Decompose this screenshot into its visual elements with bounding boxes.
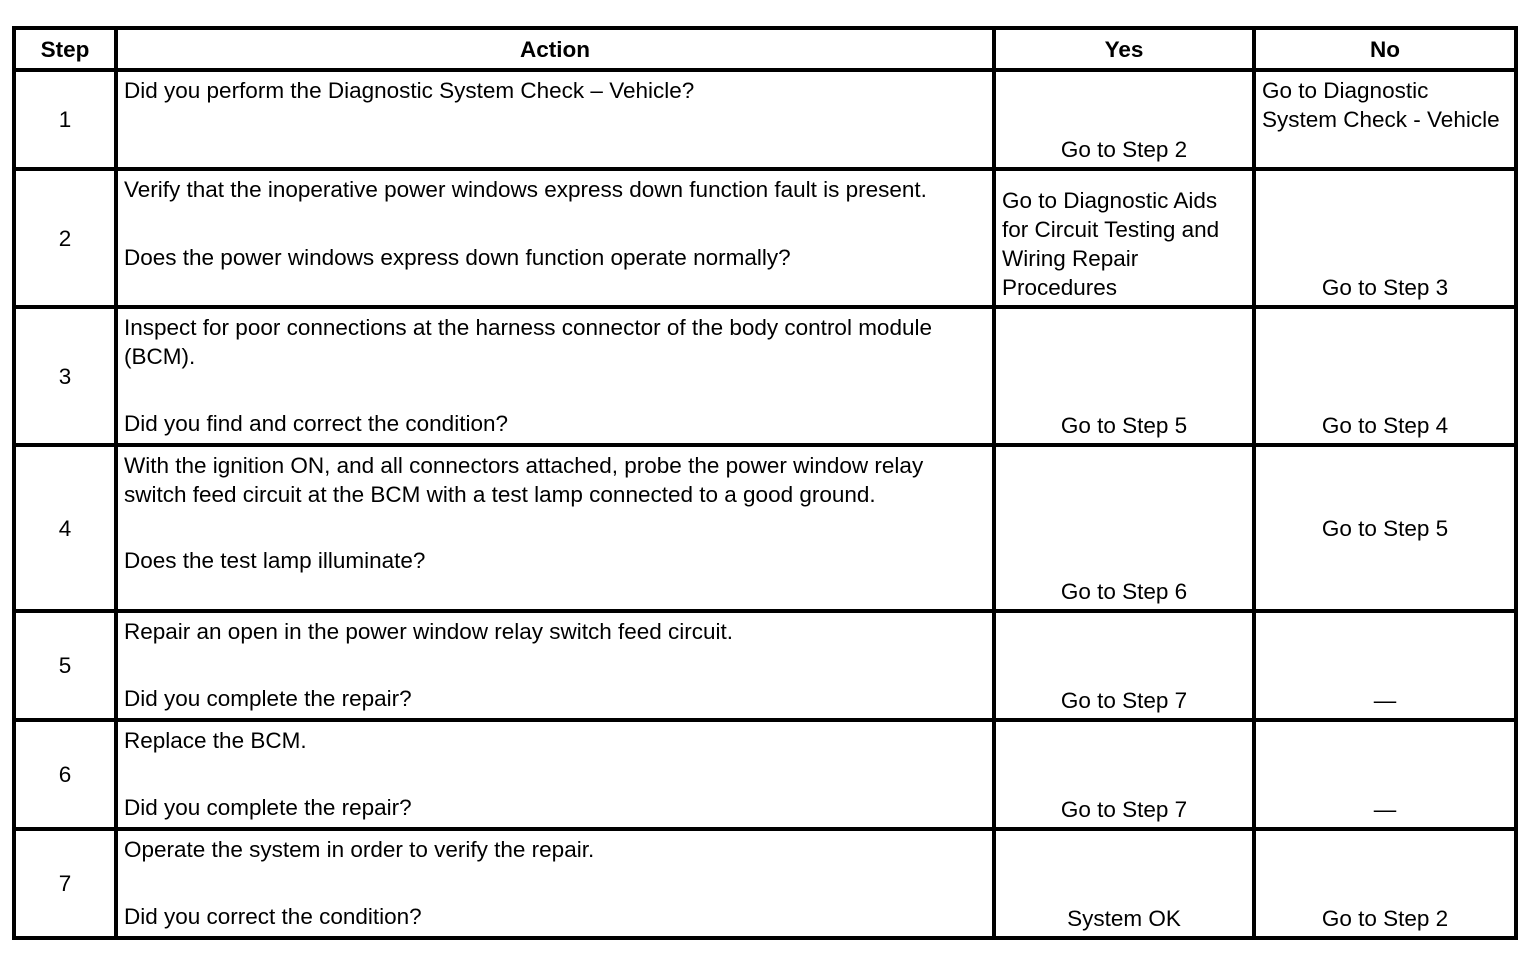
table-row [14, 169, 1516, 307]
action-instruction: Inspect for poor connections at the harness connector of the body control module (BCM). [124, 315, 932, 369]
action-question: Did you perform the Diagnostic System Check – Vehicle? [124, 78, 695, 103]
step-number: 2 [14, 169, 116, 307]
action-cell [116, 169, 994, 307]
table-row [14, 720, 1516, 829]
table-row [14, 829, 1516, 938]
header-yes: Yes [994, 28, 1254, 70]
no-cell: Go to Step 3 [1254, 169, 1516, 307]
action-cell [116, 720, 994, 829]
no-cell: — [1254, 611, 1516, 720]
step-number: 3 [14, 307, 116, 445]
header-step: Step [14, 28, 116, 70]
action-question: Does the test lamp illuminate? [124, 548, 426, 573]
action-instruction: Replace the BCM. [124, 728, 307, 753]
action-instruction: Verify that the inoperative power windows express down function fault is present. [124, 177, 927, 202]
action-instruction: Repair an open in the power window relay switch feed circuit. [124, 619, 734, 644]
no-cell: Go to Step 2 [1254, 829, 1516, 938]
table-row [14, 611, 1516, 720]
action-question: Did you find and correct the condition? [124, 411, 508, 436]
header-action: Action [116, 28, 994, 70]
yes-cell: Go to Step 6 [994, 445, 1254, 611]
no-cell: — [1254, 720, 1516, 829]
step-number: 5 [14, 611, 116, 720]
action-instruction: With the ignition ON, and all connectors attached, probe the power window relay switch feed circuit at the BCM with a test lamp connected to a good ground. [124, 453, 924, 507]
action-question: Did you correct the condition? [124, 904, 422, 929]
table-row [14, 70, 1516, 169]
yes-cell: Go to Step 5 [994, 307, 1254, 445]
action-question: Does the power windows express down function operate normally? [124, 245, 791, 270]
no-cell: Go to Diagnostic System Check - Vehicle [1254, 70, 1516, 169]
header-no: No [1254, 28, 1516, 70]
yes-cell: Go to Diagnostic Aids for Circuit Testing and Wiring Repair Procedures [994, 169, 1254, 307]
step-number: 6 [14, 720, 116, 829]
header-row [14, 28, 1516, 70]
step-number: 1 [14, 70, 116, 169]
table-row [14, 445, 1516, 611]
action-cell [116, 70, 994, 169]
yes-cell: Go to Step 7 [994, 611, 1254, 720]
no-cell: Go to Step 4 [1254, 307, 1516, 445]
action-question: Did you complete the repair? [124, 795, 412, 820]
action-instruction: Operate the system in order to verify the repair. [124, 837, 595, 862]
step-number: 7 [14, 829, 116, 938]
action-cell [116, 307, 994, 445]
step-number: 4 [14, 445, 116, 611]
table-row [14, 307, 1516, 445]
action-cell [116, 611, 994, 720]
action-question: Did you complete the repair? [124, 686, 412, 711]
yes-cell: Go to Step 7 [994, 720, 1254, 829]
action-cell [116, 445, 994, 611]
yes-cell: System OK [994, 829, 1254, 938]
yes-cell: Go to Step 2 [994, 70, 1254, 169]
diagnostic-table [12, 26, 1518, 940]
action-cell [116, 829, 994, 938]
no-cell: Go to Step 5 [1254, 445, 1516, 611]
